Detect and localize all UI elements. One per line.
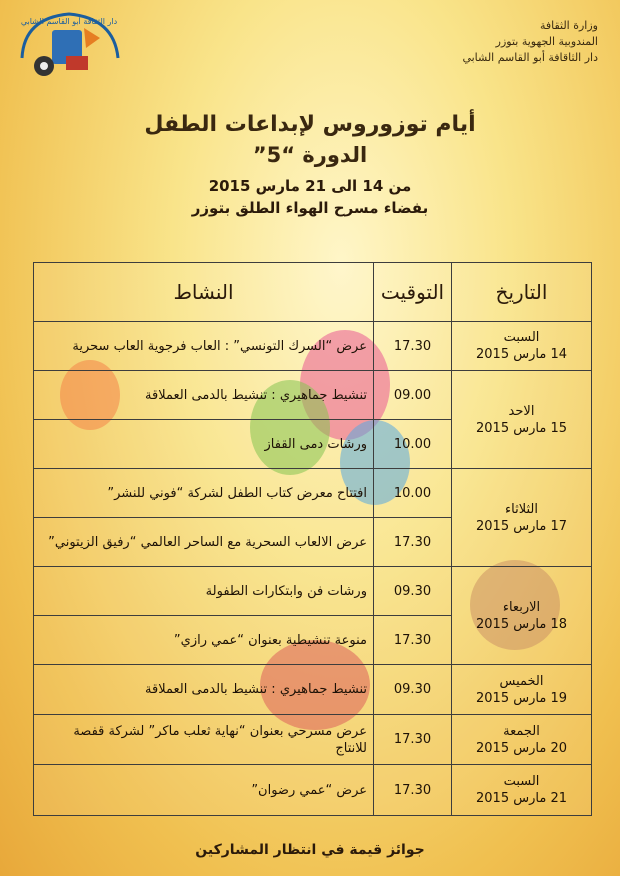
table-row [34,469,592,518]
cell-time: 09.30 [374,665,452,715]
cell-activity: عرض مسرحي بعنوان “نهاية ثعلب ماكر” لشركة قفصة للانتاج [34,715,374,765]
cell-date: الخميس 19 مارس 2015 [452,665,592,715]
cell-time: 17.30 [374,518,452,567]
organization-header [462,18,598,66]
table-row [34,665,592,715]
cell-activity: تنشيط جماهيري : تنشيط بالدمى العملاقة [34,665,374,715]
cell-activity: افتتاح معرض كتاب الطفل لشركة “فوني للنشر” [34,469,374,518]
cell-date: السبت 14 مارس 2015 [452,322,592,371]
table-row [34,715,592,765]
cell-time: 17.30 [374,715,452,765]
event-title: أيام توزوروس لإبداعات الطفل [144,112,476,137]
cell-time: 10.00 [374,420,452,469]
cell-date: الجمعة 20 مارس 2015 [452,715,592,765]
org-delegation: المندوبية الجهوية بتوزر [495,35,598,48]
cell-date: الاربعاء 18 مارس 2015 [452,567,592,665]
schedule-table [33,262,592,816]
cell-activity: ورشات دمى القفاز [34,420,374,469]
org-ministry: وزارة الثقافة [539,19,598,32]
table-row [34,765,592,816]
cell-activity: تنشيط جماهيري : تنشيط بالدمى العملاقة [34,371,374,420]
cell-time: 17.30 [374,616,452,665]
org-cultural-house: دار الثاقافة أبو القاسم الشابي [462,51,598,64]
header-activity: النشاط [34,263,374,322]
cell-activity: ورشات فن وابتكارات الطفولة [34,567,374,616]
cell-date: الثلاثاء 17 مارس 2015 [452,469,592,567]
cell-activity: منوعة تنشيطية بعنوان “عمي رازي” [34,616,374,665]
event-edition: الدورة “5” [252,143,368,167]
schedule-body [34,322,592,816]
cell-activity: عرض “عمي رضوان” [34,765,374,816]
cell-activity: عرض “السرك التونسي” : العاب فرجوية العاب سحرية [34,322,374,371]
cell-activity: عرض الالعاب السحرية مع الساحر العالمي “رفيق الزيتوني” [34,518,374,567]
event-venue: بفضاء مسرح الهواء الطلق بتوزر [191,199,429,217]
header-time: التوقيت [374,263,452,322]
title-block [0,112,620,217]
cell-date: الاحد 15 مارس 2015 [452,371,592,469]
cell-time: 17.30 [374,322,452,371]
cell-time: 17.30 [374,765,452,816]
table-header-row [34,263,592,322]
event-dates: من 14 الى 21 مارس 2015 [208,177,412,195]
table-row [34,322,592,371]
cell-time: 09.00 [374,371,452,420]
cell-time: 10.00 [374,469,452,518]
cell-time: 09.30 [374,567,452,616]
logo-text: دار الثقافة أبو القاسم الشابي [20,17,118,26]
footer-prizes: جوائز قيمة في انتظار المشاركين [195,842,425,858]
cell-date: السبت 21 مارس 2015 [452,765,592,816]
logo [14,8,124,86]
table-row [34,567,592,616]
table-row [34,371,592,420]
header-date: التاريخ [452,263,592,322]
